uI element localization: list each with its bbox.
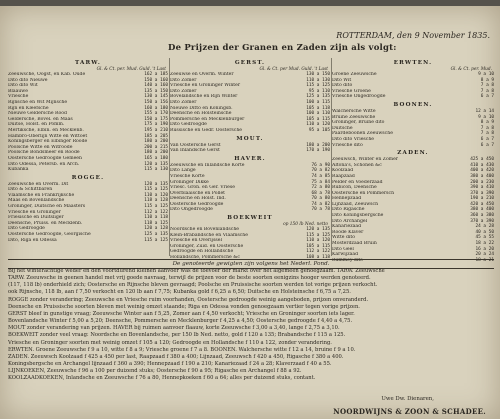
grain-name: Hollandsche, Pommersche &c	[170, 255, 240, 261]
price-row	[170, 128, 330, 134]
section-title: GERST.	[234, 60, 266, 66]
grain-price: 118 a 125	[144, 220, 168, 226]
report-line: ook Rijnsche, 118 lb, aan f 7,50 verkocht en 120 lb aan f 7,75; Kubanka gold f 6,25 a 6,50; Duitsche en Holsteinsche f 6,75 a 7,25.	[8, 289, 351, 296]
grain-name: Van Oostersche Gerst	[170, 142, 221, 148]
grain-price: 9 a 10	[478, 72, 494, 77]
grain-name: Dito, Riga en Odessa	[8, 237, 57, 243]
grain-price: 20 a 24	[475, 252, 494, 258]
grain-price: 115 a 125	[144, 204, 168, 210]
grain-name: Bovelandsche en Rijn Winter	[170, 94, 238, 100]
grain-name: Karwijzaad	[332, 252, 359, 258]
grain-name: Koningsberger en Elbinger Roode	[8, 139, 88, 145]
grain-name: Vriesche Korte	[170, 173, 205, 179]
price-grid	[8, 58, 494, 263]
grain-price: 18 a 22	[475, 241, 494, 247]
grain-price: 125 a 135	[306, 94, 330, 100]
report-line: Vriesche en Groninger soorten met weinig omzet f 105 a 120; Gedroogde en Hollandsche f 110 a 122, zonder verandering.	[8, 339, 332, 346]
grain-price: 100 a 110	[306, 111, 330, 117]
grain-price: 410 a 430	[470, 162, 494, 168]
grain-name: Vriesche en Groninger	[8, 209, 61, 215]
grain-name: Oostersche Gedroogde Gemeen	[8, 155, 82, 161]
grain-name: Hambro-Oberlijn Witte en Wittoet	[8, 133, 88, 139]
grain-name: Dito Zomer	[170, 99, 197, 105]
grain-name: Maas en Bovenlandsche	[8, 198, 65, 204]
grain-name: Mertiksche, Elbin. en Mecklenb.	[8, 127, 84, 133]
column-header: Gl. & Ct. per. Mud. Guld. 't Last	[96, 67, 166, 72]
grain-price: 380 a 400	[470, 173, 494, 179]
report-line: ROGGE zonder verandering; Zeeuwsche en Vriesche ruim voorhanden, Oostersche gedroogde weinig aangeboden, prijzen onveranderd.	[8, 296, 369, 303]
grain-price: 150 a 156	[144, 99, 168, 105]
grain-price: 16 a 20	[475, 246, 494, 252]
grain-price: 12 a 14	[475, 108, 494, 114]
report-line: Deensche en Pruissische soorten bleven met weinig omzet staande; Riga en Odessa vonden genoegzaam vertier tegen vorige prijzen.	[8, 303, 360, 310]
grain-name: Nieuwe Ditto en Koningsb.	[170, 105, 233, 111]
grain-price: 120 a 135	[144, 161, 168, 167]
grain-price: 105 a 115	[306, 116, 330, 122]
section-title: ROGGE.	[71, 174, 105, 181]
grain-name: Lijnzaad, Zeeuwsch	[332, 201, 379, 207]
grain-price: 140 a 160	[144, 83, 168, 89]
grain-name: Walchersche Witte	[332, 108, 376, 114]
grain-name: Gedroogde en Hollandsche	[170, 249, 234, 255]
grain-price: 200 a 215	[144, 144, 168, 150]
grain-name: Pelder en Voederzaad	[332, 179, 383, 185]
grain-name: Altona's, Schonen &c	[332, 162, 382, 168]
page-title: De Prijzen der Granen en Zaden zijn als volgt:	[168, 43, 397, 53]
grain-price: 115 a 125	[306, 83, 330, 89]
grain-name: Rubicon, Deensche	[332, 185, 377, 191]
grain-name: Rijn en Kleefsche	[8, 105, 49, 111]
grain-price: 110 a 120	[306, 122, 330, 128]
grain-name: Dito Gedroogde	[170, 122, 207, 128]
grain-price: 370 a 390	[470, 218, 494, 224]
grain-price: 118 a 128	[144, 198, 168, 204]
grain-name: Duitse, Holst. en Pomm.	[8, 122, 65, 128]
grain-name: Paardeboonen Zeeuwsche	[332, 131, 393, 137]
grain-price: 135 a 150	[144, 88, 168, 94]
grain-price: 120 a 135	[144, 181, 168, 187]
report-line: (117, 118 lb) onderhield zich; Oostersche en Rijnsche bleven gevraagd; Poolsche en Pruissische soorten werden tot vorige prijzen verkocht.	[8, 282, 378, 289]
grain-price: 130 a 145	[144, 94, 168, 100]
report-line: Bij het winterachtige weder en den voortdurend kleinen aanvoer was de toevoer der markt over het algemeen genoegzaam. TARW. Zeeuwsche	[8, 268, 385, 274]
grain-price: 195 a 210	[144, 127, 168, 133]
grain-price: 74 a 85	[311, 173, 330, 179]
grain-price: 110 a 118	[144, 215, 168, 221]
grain-price: 150 a 175	[144, 116, 168, 122]
column-header: Gl. & Ct. per. Mud.	[450, 67, 492, 72]
grain-name: Klein-Brabandsche en Vlaamsche	[170, 232, 248, 238]
grain-name: Vriesche en Groninger Winter	[170, 83, 241, 89]
report-line: GERST bleef in gunstige vraag; Zeeuwsche Winter aan f 5,25, Zomer aan f 4,50 verkocht; Vriesche en Groninger soorten iets lager.	[8, 310, 355, 317]
grain-price: 70 a 78	[311, 207, 330, 213]
signature-greeting: Uwe Dw. Dienaren,	[381, 396, 434, 402]
grain-name: Dito dito Wit	[8, 83, 38, 89]
section-title: HAVER.	[234, 155, 266, 162]
grain-price: 95 a 110	[308, 88, 330, 94]
grain-price: 115 a 130	[144, 167, 168, 173]
grain-price: 112 a 122	[144, 209, 168, 215]
grain-price: 112 a 122	[306, 249, 330, 255]
grain-price: 74 a 82	[311, 201, 330, 207]
grain-name: Geldersche, Bovel. en Maas	[8, 116, 73, 122]
grain-price: 115 a 125	[144, 187, 168, 193]
grain-price: 6 a 7	[480, 94, 494, 100]
grain-price: 180 a 200	[144, 150, 168, 156]
grain-name: Poolsche Witte en Witroode	[8, 144, 73, 150]
grain-price: 40 a 50	[475, 229, 494, 235]
grain-price: 185 a 205	[144, 133, 168, 139]
price-column-1	[8, 58, 168, 243]
grain-name: Zeeuwsche en Overm. Dit	[8, 181, 69, 187]
section-title: BOONEN.	[393, 101, 433, 108]
grain-price: 6 a 7	[480, 142, 494, 148]
price-row	[170, 148, 330, 154]
grain-name: Groninger, Bruine dito	[332, 120, 385, 126]
grain-name: Groninger, Duitsche en Maasters	[8, 204, 86, 210]
grain-name: Russische en Gedr. Oostersche	[170, 127, 243, 133]
grain-price: 110 a 120	[306, 238, 330, 244]
grain-price: 125 a 135	[144, 232, 168, 238]
grain-price: 200 a 230	[470, 179, 494, 185]
grain-price: 155 a 170	[144, 111, 168, 117]
column-header: Gl. & Ct. per Mud. Guld. 't Last	[259, 67, 328, 72]
grain-name: Zeeuwsche, Oogst, en Kab. Oude	[8, 72, 86, 77]
grain-name: Kubanka	[8, 167, 29, 173]
grain-name: Kanariezaad	[332, 224, 362, 230]
grain-price: 7 a 8	[480, 88, 494, 94]
grain-name: Vriesche Ongedroogde	[332, 94, 386, 100]
market-report	[8, 268, 494, 383]
grain-price: 180 a 200	[144, 139, 168, 145]
grain-price: 380 a 400	[470, 207, 494, 213]
grain-name: Dito Zomer	[170, 77, 197, 83]
grain-name: Dito Zomer	[170, 88, 197, 94]
price-row	[332, 143, 494, 149]
grain-name: Deensche, Pruiss. en Mecklenb.	[8, 220, 83, 226]
grain-name: Dito dito Vriesche	[332, 136, 375, 142]
grain-name: Rijnsche en Wit Mijnsche	[8, 99, 68, 105]
grain-price: 100 a 115	[306, 99, 330, 105]
grain-price: 115 a 125	[144, 237, 168, 243]
grain-price: 6 a 7	[480, 136, 494, 142]
grain-name: Koolzaad	[332, 168, 354, 174]
grain-name: Mosterdzaad Bruin	[332, 241, 377, 247]
grain-price: 175 a 190	[144, 122, 168, 128]
grain-name: Dito Rigasche	[332, 207, 365, 213]
grain-name: Dito Gedroogde	[8, 226, 45, 232]
grain-price: 105 a 118	[306, 105, 330, 111]
report-line: ZADEN. Zeeuwsch Koolzaad f 425 a 450 per last, Raapzaad f 380 a 400; Lijnzaad, Zeeuwsch f 420 a 450, Rigasche f 380 a 400.	[8, 353, 344, 360]
grain-price: 18 a 21	[475, 257, 494, 263]
grain-name: Vriesc. Gron. en Ger. Vriese	[170, 185, 235, 191]
grain-name: Oostersche en Pommersch	[332, 190, 395, 196]
report-line: LIJNKOEKEN, Zeeuwsche f 96 a 100 per duizend stuks; Oostersche f 90 a 95; Rigasche en Archangel f 88 a 92.	[8, 368, 302, 375]
grain-name: Vlaamsche en Frankrijksche	[8, 192, 75, 198]
grain-price: 115 a 125	[306, 232, 330, 238]
grain-price: 9 a 10	[478, 114, 494, 120]
report-line: KOOLZAADKOEKEN, Inlandsche en Zeeuwsche f 76 a 80, Hennepkoeken f 60 a 64; alles per duizend stuks, contant.	[8, 375, 316, 382]
grain-name: Dito Odessa, Petersb. en Arch.	[8, 161, 80, 167]
grain-name: Oostersche Gedroogde, Georgische	[8, 232, 91, 238]
grain-name: Groninger Dikke	[170, 179, 209, 185]
grain-price: 7 a 8	[480, 83, 494, 89]
grain-name: Pommersche en Mecklenburger	[170, 116, 245, 122]
grain-price: 180 a 200	[306, 142, 330, 148]
grain-price: 390 a 410	[470, 185, 494, 191]
grain-price: 162 a 185	[144, 72, 168, 77]
grain-price: 165 a 180	[144, 155, 168, 161]
section-title: BOEKWEIT	[227, 215, 273, 222]
grain-price: 370 a 390	[470, 190, 494, 196]
price-row	[8, 238, 168, 244]
grain-price: 190 a 210	[470, 196, 494, 202]
weights-notice: De genoteerde gewigten zijn volgens het Nederl. Pond.	[8, 259, 494, 269]
report-line: Bovenlandsche Winter f 5,00 a 5,20; Deensche, Pommersche en Mecklenburger f 4,25 a 4,50; Oostersche gedroogde f 4,40 a 4,75.	[8, 318, 353, 325]
grain-name: Dito Geel	[332, 246, 354, 252]
grain-price: 105 a 115	[306, 243, 330, 249]
grain-name: Groninger, Zuid. en Oostersche	[170, 243, 244, 249]
grain-price: 8 a 9	[480, 120, 494, 126]
date-line: ROTTERDAM, den 9 November 1835.	[336, 31, 490, 40]
grain-name: Friesische en Duitsliger	[8, 215, 64, 221]
grain-name: Duitsche	[332, 125, 353, 131]
grain-name: Vriesche dito	[332, 142, 363, 148]
grain-price: 70 a 80	[311, 196, 330, 202]
grain-price: 75 a 84	[311, 179, 330, 185]
price-row	[8, 167, 168, 173]
grain-name: Blaauwe	[8, 88, 28, 94]
grain-price: 45 a 55	[475, 235, 494, 241]
grain-name: Deensche en Holst. Ind.	[170, 196, 226, 202]
section-title: ERWTEN.	[393, 60, 433, 66]
grain-name: Nieuwe Geldersche Rood	[8, 111, 67, 117]
grain-name: Dito Ongedroogde	[170, 207, 213, 213]
grain-price: 68 a 78	[311, 190, 330, 196]
grain-name: Dito dito Nieuwe	[8, 77, 48, 83]
grain-name: Witte dito	[332, 235, 356, 241]
price-row	[170, 207, 330, 213]
grain-name: Overblaaische en Pollet	[170, 190, 226, 196]
grain-name: Van Inlandsche Gerst	[170, 148, 220, 154]
grain-name: Vriesche	[8, 94, 29, 100]
grain-name: Dito Archangel	[332, 218, 368, 224]
grain-price: 120 a 135	[306, 227, 330, 233]
grain-price: 150 a 160	[144, 77, 168, 83]
grain-price: 420 a 450	[470, 201, 494, 207]
grain-price: 95 a 105	[308, 127, 330, 133]
grain-name: Hennepzaad	[332, 196, 362, 202]
grain-price: 8 a 9	[480, 77, 494, 83]
grain-name: Bruine Zeeuwsche	[332, 114, 376, 120]
grain-price: 170 a 190	[306, 148, 330, 154]
grain-name: Dito dito	[332, 83, 353, 89]
grain-name: Deensche en Holsteinsche	[170, 111, 232, 117]
grain-name: Oostersche Gedroogde	[170, 201, 224, 207]
report-line: BOEKWEIT zonder veel vraag: Noordsche en Bovenlandsche, per 150 lb Ned. netto, gold f 120 a 135; Brabandsche f 115 a 125.	[8, 332, 346, 339]
grain-price: 7 a 8	[480, 125, 494, 131]
grain-name: Groene Zeeuwsche	[332, 72, 377, 77]
grain-name: Dito Lange	[170, 168, 196, 174]
grain-price: 108 a 118	[306, 255, 330, 261]
column-header: op 150 lb Ned. netto	[283, 222, 328, 228]
grain-name: Poolsche Bondsmeer en Roode	[8, 150, 80, 156]
grain-price: 110 a 130	[306, 77, 330, 83]
grain-price: 360 a 380	[470, 213, 494, 219]
grain-price: 110 a 120	[144, 192, 168, 198]
report-line: Koningsbergsche en Archangel lijnzaad f 360 a 390; Hennepzaad f 190 a 210; Kanariezaad f 24 a 28; Klaverzaad f 40 a 55.	[8, 361, 332, 368]
grain-price: 425 a 450	[470, 157, 494, 163]
grain-name: Noordsche en Bovenlandsche	[170, 227, 240, 233]
report-line: MOUT zonder verandering van prijzen. HAVER bij ruimen aanvoer flaauw, korte Zeeuwsche f 3,00 a 3,40, lange f 2,75 a 3,10.	[8, 325, 340, 332]
grain-price: 400 a 420	[470, 168, 494, 174]
section-title: MOUT.	[236, 135, 264, 142]
grain-name: Vriesche en Overijssel	[170, 238, 222, 244]
grain-price: 120 a 128	[144, 226, 168, 232]
report-line: ERWTEN. Groene Zeeuwsche f 9 a 10, witte f 8 a 9; Vriesche groene f 7 a 8. BOONEN. Walchersche witte f 12 a 14, bruine f 9 a 10.	[8, 346, 356, 353]
grain-name: Dito Koningsbergsche	[332, 213, 384, 219]
grain-name: Roode Klaver	[332, 229, 364, 235]
report-line: TARW. Zeeuwsche in geenen handel met vrij goede navraag, terwijl de prijzen voor de beste soorten eenigzins hooger werden genoteerd.	[8, 275, 371, 282]
price-column-3	[332, 58, 494, 263]
grain-price: 160 a 180	[144, 105, 168, 111]
grain-name: Zeeuwsche en Inlandsche Korte	[170, 162, 245, 168]
grain-name: Dito & Schittbaren	[8, 187, 53, 193]
grain-name: Zeeuwsch, Winter en Zomer	[332, 157, 398, 163]
grain-name: Dito Wit	[332, 77, 352, 83]
grain-name: Raapzaad	[332, 173, 355, 179]
grain-price: 70 a 82	[311, 168, 330, 174]
grain-price: 76 a 90	[311, 162, 330, 168]
grain-name: Zeeuwse en Overm. Winter	[170, 72, 234, 77]
section-title: TARW.	[74, 60, 102, 66]
grain-price: 130 a 150	[306, 72, 330, 77]
section-title: ZADEN.	[397, 150, 429, 157]
price-sheet	[0, 6, 500, 419]
signature-firm: NOORDWIJNS & ZOON & SCHADEE.	[333, 407, 486, 416]
grain-price: 7 a 8	[480, 131, 494, 137]
grain-price: 24 a 28	[475, 224, 494, 230]
price-row	[332, 94, 494, 100]
grain-price: 72 a 80	[311, 185, 330, 191]
price-column-2	[170, 58, 330, 261]
grain-name: Rummey dito	[332, 257, 363, 263]
grain-name: Vriesche Groene	[332, 88, 371, 94]
